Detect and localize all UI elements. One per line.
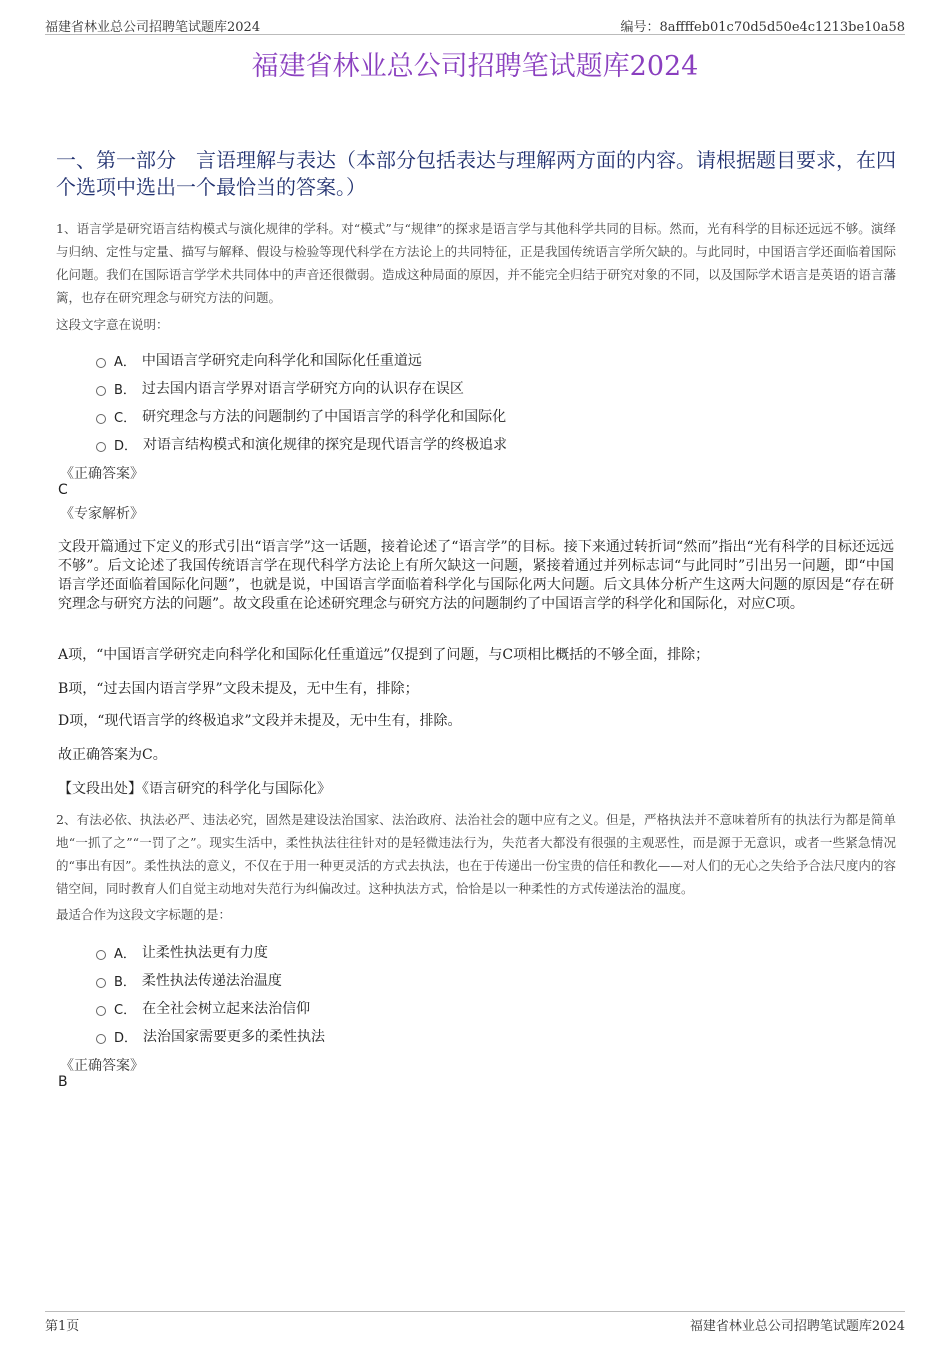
source-label: 【文段出处】 [58, 781, 142, 797]
radio-icon[interactable] [96, 414, 106, 424]
question-2-prompt: 最适合作为这段文字标题的是： [56, 907, 232, 922]
radio-icon[interactable] [96, 978, 106, 988]
option-text: 中国语言学研究走向科学化和国际化任重道远 [141, 353, 422, 369]
question-2-option-d[interactable] [96, 1022, 325, 1050]
header-doc-id: 编号：8affffeb01c70d5d50e4c1213be10a58 [620, 20, 905, 35]
option-text: 对语言结构模式和演化规律的探究是现代语言学的终极追求 [143, 437, 508, 453]
option-text: 在全社会树立起来法治信仰 [142, 1001, 311, 1017]
radio-icon[interactable] [96, 950, 106, 960]
radio-icon[interactable] [96, 442, 106, 452]
option-letter: B． [114, 382, 136, 398]
question-1-option-b[interactable] [96, 374, 507, 402]
option-text: 研究理念与方法的问题制约了中国语言学的科学化和国际化 [142, 409, 507, 425]
question-2-option-b[interactable] [96, 966, 325, 994]
section-heading: 一、第一部分 言语理解与表达（本部分包括表达与理解两方面的内容。请根据题目要求，在四个选项中选出一个最恰当的答案。） [56, 148, 896, 199]
question-2-options [96, 938, 325, 1050]
header-title: 福建省林业总公司招聘笔试题库2024 [45, 20, 261, 35]
option-letter: D． [114, 1030, 138, 1046]
analysis-label: 《专家解析》 [60, 506, 144, 522]
analysis-conclusion: 故正确答案为C。 [58, 747, 167, 763]
radio-icon[interactable] [96, 386, 106, 396]
source-title: 《语言研究的科学化与国际化》 [142, 781, 331, 797]
option-letter: D． [114, 438, 138, 454]
option-text: 过去国内语言学界对语言学研究方向的认识存在误区 [141, 381, 464, 397]
analysis-option-a: A项，“中国语言学研究走向科学化和国际化任重道远”仅提到了问题，与C项相比概括的不够全面，排除； [58, 647, 710, 663]
radio-icon[interactable] [96, 358, 106, 368]
question-1-text: 1、语言学是研究语言结构模式与演化规律的学科。对“模式”与“规律”的探求是语言学与其他科学共同的目标。然而，光有科学的目标还远远不够。演绎与归纳、定性与定量、描写与解释、假设与检验等现代科学在方法论上的共同特征，正是我国传统语言学所欠缺的。与此同时，中国语言学还面临着国际化问题。我们在国际语言学学术共同体中的声音还很微弱。造成这种局面的原因，并不能完全归结于研究对象的不同，以及国际学术语言是英语的语言藩篱，也存在研究理念与研究方法的问题。 [56, 221, 896, 305]
page-footer [45, 1311, 905, 1332]
option-letter: C． [114, 1002, 137, 1018]
question-1-options [96, 346, 507, 458]
page-header [45, 14, 905, 35]
question-2-option-c[interactable] [96, 994, 325, 1022]
question-2-text: 2、有法必依、执法必严、违法必究，固然是建设法治国家、法治政府、法治社会的题中应有之义。但是，严格执法并不意味着所有的执法行为都是简单地“一抓了之”“一罚了之”。现实生活中，柔性执法往往针对的是轻微违法行为，失范者大都没有很强的主观恶性，而是源于无意识，或者一些紧急情况的“事出有因”。柔性执法的意义，不仅在于用一种更灵活的方式去执法，也在于传递出一份宝贵的信任和教化——对人们的无心之失给予合法尺度内的容错空间，同时教育人们自觉主动地对失范行为纠偏改过。这种执法方式，恰恰是以一种柔性的方式传递法治的温度。 [56, 812, 896, 896]
option-letter: A． [114, 946, 136, 962]
question-1-prompt: 这段文字意在说明： [56, 317, 169, 332]
question-1-option-d[interactable] [96, 430, 507, 458]
answer-label: 《正确答案》 [60, 466, 144, 482]
source-line [58, 778, 894, 798]
option-text: 让柔性执法更有力度 [141, 945, 268, 961]
radio-icon[interactable] [96, 1006, 106, 1016]
analysis-option-b: B项，“过去国内语言学界”文段未提及，无中生有，排除； [58, 681, 419, 697]
option-letter: A． [114, 354, 136, 370]
analysis-text: 文段开篇通过下定义的形式引出“语言学”这一话题，接着论述了“语言学”的目标。接下来通过转折词“然而”指出“光有科学的目标还远远不够”。后文论述了我国传统语言学在现代科学方法论上有所欠缺这一问题，紧接着通过并列标志词“与此同时”引出另一问题，即“中国语言学还面临着国际化问题”，也就是说，中国语言学面临着科学化与国际化两大问题。后文具体分析产生这两大问题的原因是“存在研究理念与研究方法的问题”。故文段重在论述研究理念与研究方法的问题制约了中国语言学的科学化和国际化，对应C项。 [58, 539, 894, 612]
radio-icon[interactable] [96, 1034, 106, 1044]
option-letter: C． [114, 410, 137, 426]
question-2-option-a[interactable] [96, 938, 325, 966]
answer-value: B [58, 1074, 68, 1090]
answer-label: 《正确答案》 [60, 1058, 144, 1074]
page-title: 福建省林业总公司招聘笔试题库2024 [251, 51, 699, 82]
option-letter: B． [114, 974, 136, 990]
footer-title: 福建省林业总公司招聘笔试题库2024 [689, 1319, 905, 1334]
question-1-option-a[interactable] [96, 346, 507, 374]
option-text: 法治国家需要更多的柔性执法 [143, 1029, 326, 1045]
analysis-option-d: D项，“现代语言学的终极追求”文段并未提及，无中生有，排除。 [58, 713, 462, 729]
question-1-option-c[interactable] [96, 402, 507, 430]
answer-value: C [58, 482, 68, 498]
option-text: 柔性执法传递法治温度 [141, 973, 282, 989]
page-number: 第1页 [45, 1319, 80, 1334]
